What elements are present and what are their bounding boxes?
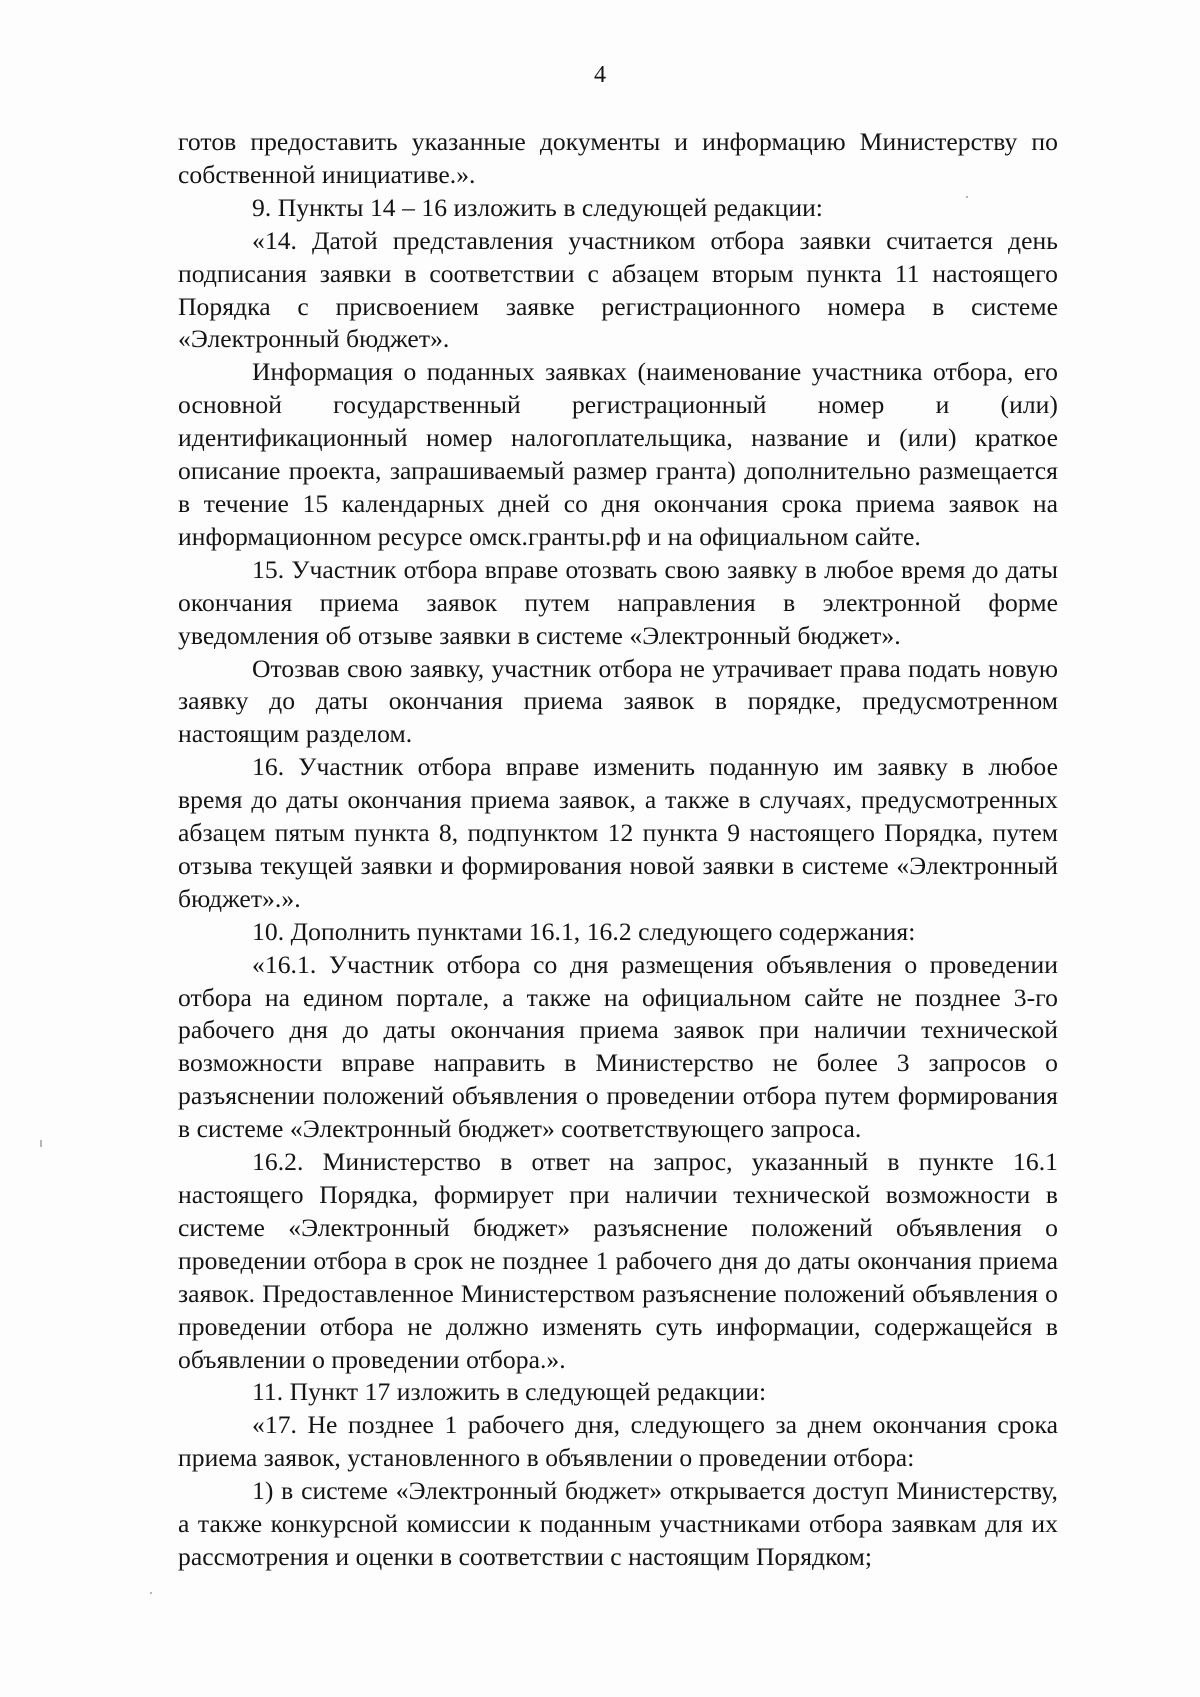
paragraph-12: «17. Не позднее 1 рабочего дня, следующего за днем окончания срока приема заявок, установленного в объявлении о проведении отбора: <box>178 1410 1058 1473</box>
paragraph-4: Информация о поданных заявках (наименование участника отбора, его основной государственный регистрационный номер и (или) идентификационный номер налогоплательщика, название и (или) краткое описание проекта, запрашиваемый размер гранта) дополнительно размещается в течение 15 календарных дней со дня окончания срока приема заявок на информационном ресурсе омск.гранты.рф и на официальном сайте. <box>178 357 1058 551</box>
paragraph-11: 11. Пункт 17 изложить в следующей редакции: <box>252 1377 767 1407</box>
paragraph-5: 15. Участник отбора вправе отозвать свою заявку в любое время до даты окончания приема заявок путем направления в электронной форме уведомления об отзыве заявки в системе «Электронный бюджет». <box>178 554 1058 650</box>
paragraph-7: 16. Участник отбора вправе изменить поданную им заявку в любое время до даты окончания приема заявок, а также в случаях, предусмотренных абзацем пятым пункта 8, подпунктом 12 пункта 9 настоящего Порядка, путем отзыва текущей заявки и формирования новой заявки в системе «Электронный бюджет».». <box>178 752 1058 913</box>
paragraph-6: Отозвав свою заявку, участник отбора не утрачивает права подать новую заявку до даты окончания приема заявок в порядке, предусмотренном настоящим разделом. <box>178 653 1058 749</box>
scan-speck <box>150 1592 152 1594</box>
paragraph-3: «14. Датой представления участником отбора заявки считается день подписания заявки в соответствии с абзацем вторым пункта 11 настоящего Порядка с присвоением заявке регистрационного номера в системе «Электронный бюджет». <box>178 225 1058 354</box>
scan-speck <box>966 196 968 198</box>
scan-speck <box>40 1140 42 1147</box>
paragraph-8: 10. Дополнить пунктами 16.1, 16.2 следующего содержания: <box>252 916 916 946</box>
paragraph-9: «16.1. Участник отбора со дня размещения объявления о проведении отбора на едином портале, а также на официальном сайте не позднее 3-го рабочего дня до даты окончания приема заявок при наличии технической возможности вправе направить в Министерство не более 3 запросов о разъяснении положений объявления о проведении отбора путем формирования в системе «Электронный бюджет» соответствующего запроса. <box>178 949 1058 1144</box>
paragraph-13: 1) в системе «Электронный бюджет» открывается доступ Министерству, а также конкурсной комиссии к поданным участниками отбора заявкам для их рассмотрения и оценки в соответствии с настоящим Порядком; <box>178 1476 1058 1571</box>
document-body <box>178 126 1058 1574</box>
paragraph-2: 9. Пункты 14 – 16 изложить в следующей редакции: <box>252 192 823 222</box>
page-number: 4 <box>594 62 606 88</box>
paragraph-1: готов предоставить указанные документы и информацию Министерству по собственной инициативе.». <box>178 127 1058 189</box>
paragraph-10: 16.2. Министерство в ответ на запрос, указанный в пункте 16.1 настоящего Порядка, формирует при наличии технической возможности в системе «Электронный бюджет» разъяснение положений объявления о проведении отбора в срок не позднее 1 рабочего дня до даты окончания приема заявок. Предоставленное Министерством разъяснение положений объявления о проведении отбора не должно изменять суть информации, содержащейся в объявлении о проведении отбора.». <box>178 1147 1058 1374</box>
